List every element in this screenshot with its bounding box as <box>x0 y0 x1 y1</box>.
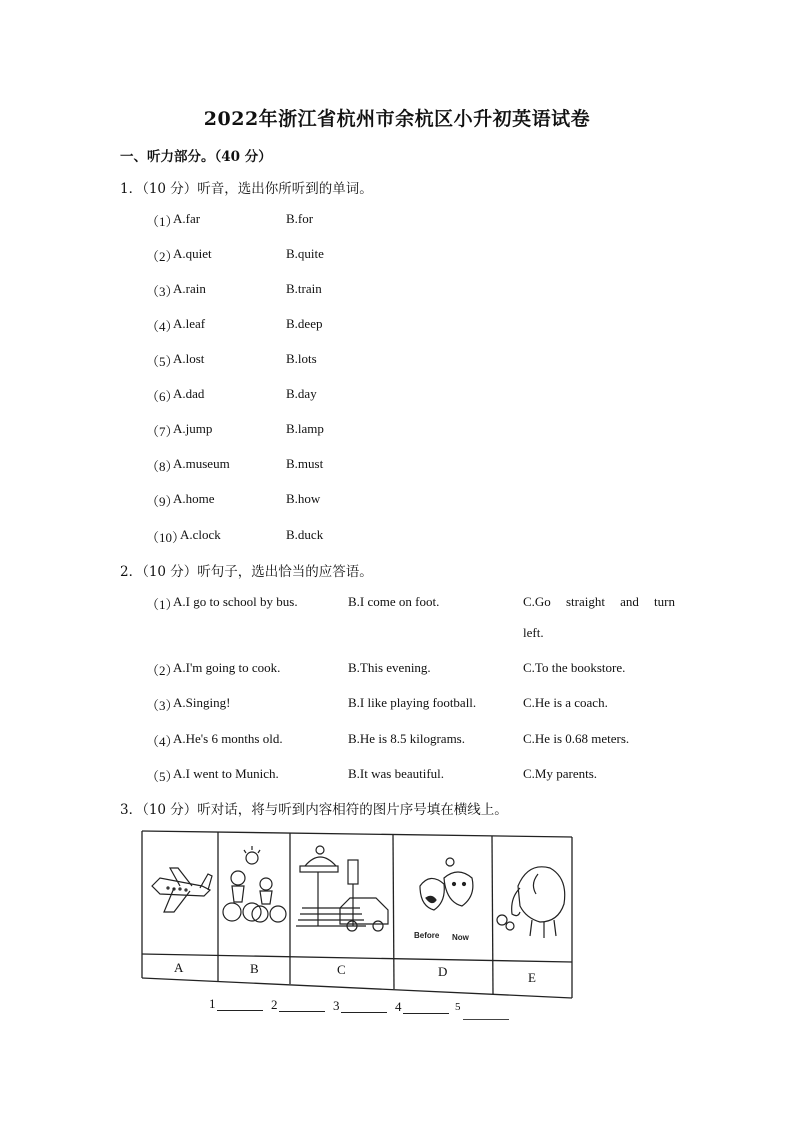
q1-option-a: A.rain <box>173 281 206 296</box>
section-heading: 一、听力部分。（40 分） <box>120 149 272 165</box>
q1-item-num: （4） <box>146 319 179 334</box>
before-caption: Before <box>414 931 440 940</box>
q1-option-b: B.for <box>286 211 314 226</box>
answer-blank-4-number: 4 <box>395 999 402 1014</box>
q2-option-c: C.He is 0.68 meters. <box>523 731 630 746</box>
q1-option-b: B.how <box>286 491 321 506</box>
q1-option-a: A.leaf <box>173 316 206 331</box>
q1-option-b: B.lamp <box>286 421 324 436</box>
airplane-icon <box>152 868 212 912</box>
q1-item-num: （6） <box>146 389 179 404</box>
q1-item-num: （10） <box>146 530 186 545</box>
q1-option-a: A.far <box>173 211 201 226</box>
q1-option-b: B.lots <box>286 351 317 366</box>
elephant-icon <box>497 867 565 938</box>
question-2-stem: 2．（10 分）听句子，选出恰当的应答语。 <box>120 564 373 580</box>
q2-option-c <box>523 594 675 610</box>
q1-option-b: B.train <box>286 281 322 296</box>
q2-option-c: C.To the bookstore. <box>523 660 626 675</box>
q1-option-b: B.duck <box>286 527 324 542</box>
q1-option-a: A.home <box>173 491 215 506</box>
q2-option-a: A.Singing! <box>173 695 231 710</box>
q1-item-num: （3） <box>146 284 179 299</box>
q1-option-a: A.museum <box>173 456 230 471</box>
q2-option-b: B.I come on foot. <box>348 594 440 609</box>
q2-option-c: C.He is a coach. <box>523 695 608 710</box>
q1-option-b: B.deep <box>286 316 323 331</box>
q1-item-num: （7） <box>146 424 179 439</box>
q2-option-c: C.My parents. <box>523 766 598 781</box>
answer-blank-1[interactable] <box>217 1010 263 1011</box>
q2-item-num: （4） <box>146 734 179 749</box>
q1-item-num: （8） <box>146 459 179 474</box>
answer-blank-2[interactable] <box>279 1011 325 1012</box>
picture-label-b: B <box>250 961 259 976</box>
answer-blank-4[interactable] <box>403 1013 449 1014</box>
picture-label-d: D <box>438 964 448 979</box>
q2-option-a: A.I go to school by bus. <box>173 594 298 609</box>
q2-item-num: （5） <box>146 769 179 784</box>
q1-item-num: （5） <box>146 354 179 369</box>
answer-blank-2-number: 2 <box>271 997 278 1012</box>
traffic-crossing-icon <box>296 846 388 931</box>
q2-option-c-word: C.Go <box>523 594 551 609</box>
answer-blank-3[interactable] <box>341 1012 387 1013</box>
page-title: 2022年浙江省杭州市余杭区小升初英语试卷 <box>203 108 591 130</box>
q1-option-b: B.must <box>286 456 324 471</box>
q1-option-a: A.lost <box>173 351 205 366</box>
q2-option-b: B.It was beautiful. <box>348 766 445 781</box>
q2-option-b: B.He is 8.5 kilograms. <box>348 731 465 746</box>
q1-item-num: （2） <box>146 249 179 264</box>
question-3-stem: 3．（10 分）听对话，将与听到内容相符的图片序号填在横线上。 <box>120 802 508 818</box>
q1-item-num: （1） <box>146 214 179 229</box>
q2-option-a: A.I'm going to cook. <box>173 660 281 675</box>
q2-option-a: A.He's 6 months old. <box>173 731 283 746</box>
q1-option-a: A.quiet <box>173 246 212 261</box>
q2-option-c-continued: left. <box>523 625 544 640</box>
q1-item-num: （9） <box>146 494 179 509</box>
q1-option-a: A.dad <box>173 386 205 401</box>
now-caption: Now <box>452 933 469 942</box>
q2-item-num: （3） <box>146 698 179 713</box>
puppy-before-now-icon <box>420 858 473 910</box>
picture-label-a: A <box>174 960 184 975</box>
q2-option-a: A.I went to Munich. <box>173 766 279 781</box>
q2-option-b: B.I like playing football. <box>348 695 477 710</box>
answer-blank-3-number: 3 <box>333 998 340 1013</box>
picture-label-e: E <box>528 970 536 985</box>
q1-option-b: B.day <box>286 386 317 401</box>
q2-option-c-word: turn <box>654 594 675 609</box>
q2-item-num: （1） <box>146 597 179 612</box>
answer-blank-5[interactable] <box>463 1019 509 1020</box>
q1-option-a: A.jump <box>173 421 213 436</box>
q2-item-num: （2） <box>146 663 179 678</box>
picture-grid <box>140 826 580 1026</box>
q2-option-c-word: straight <box>565 594 605 609</box>
q1-option-b: B.quite <box>286 246 324 261</box>
picture-label-c: C <box>337 962 346 977</box>
q2-option-b: B.This evening. <box>348 660 431 675</box>
question-1-stem: 1．（10 分）听音，选出你所听到的单词。 <box>120 181 373 197</box>
cyclists-icon <box>223 846 286 922</box>
q2-option-c-word: and <box>620 594 639 609</box>
q1-option-a: A.clock <box>180 527 221 542</box>
picture-strip <box>140 826 580 1026</box>
answer-blank-5-number: 5 <box>455 1001 461 1013</box>
answer-blank-1-number: 1 <box>209 996 216 1011</box>
